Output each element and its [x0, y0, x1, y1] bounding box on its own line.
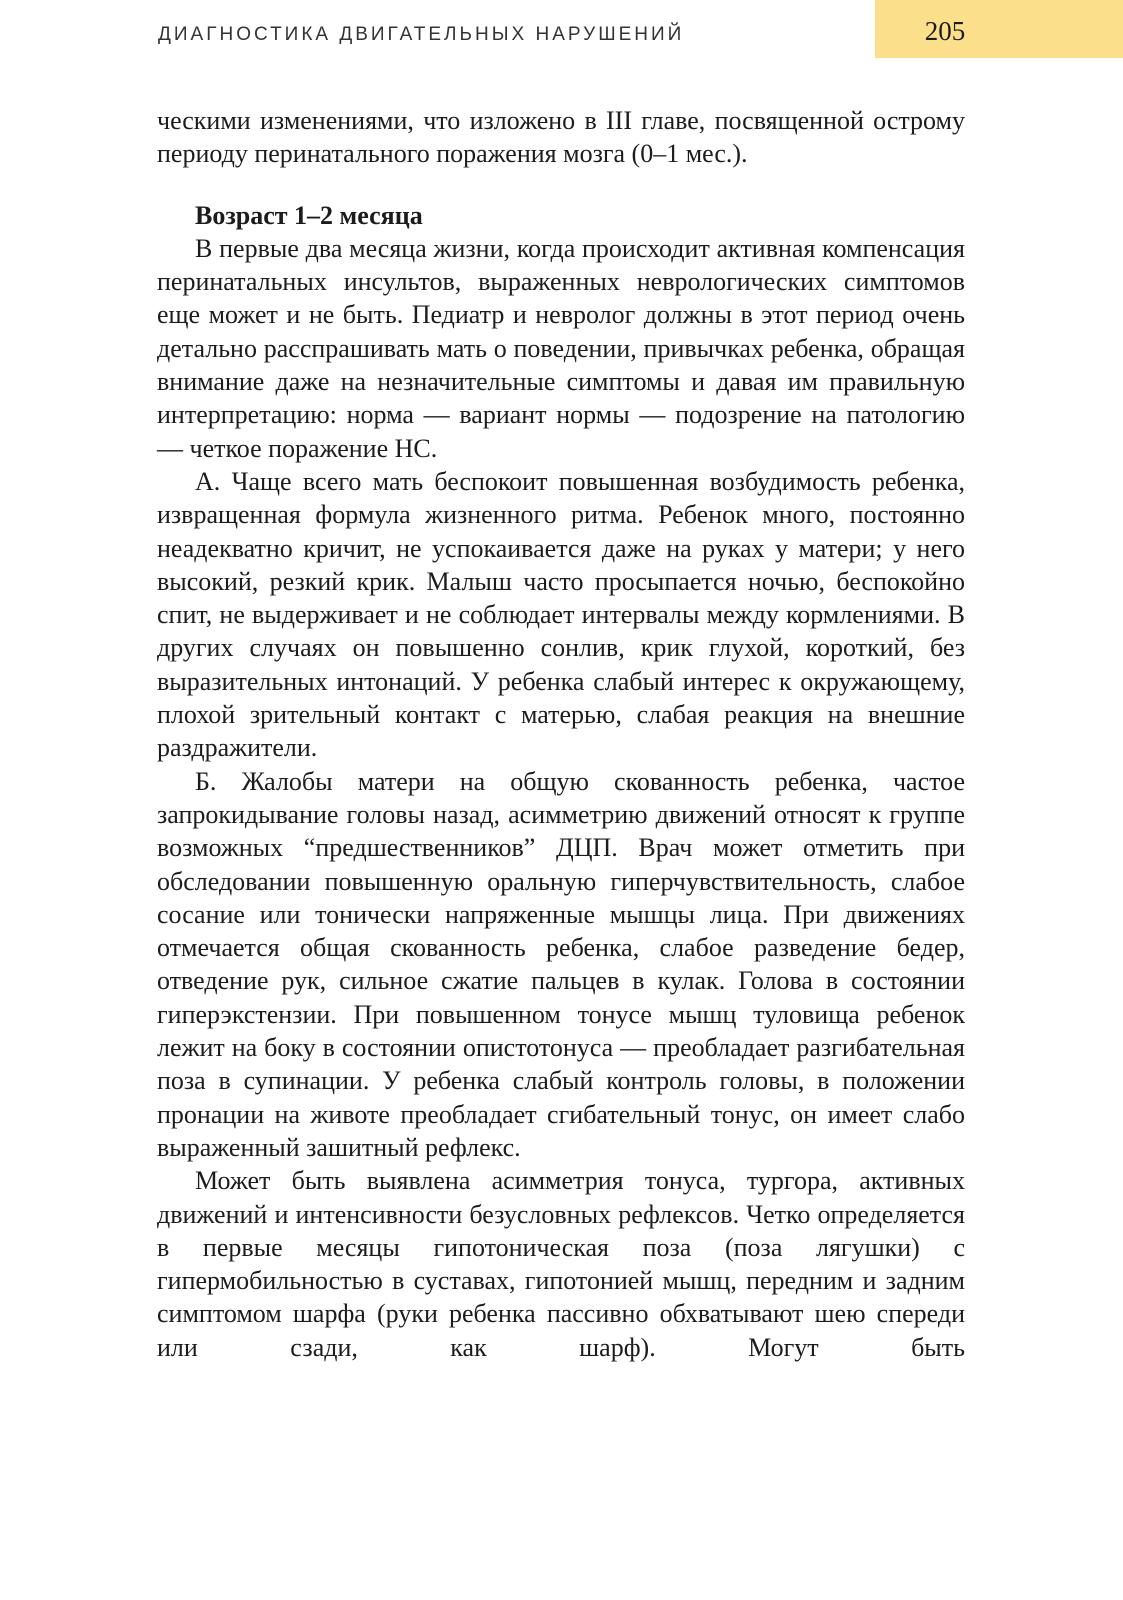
running-head: ДИАГНОСТИКА ДВИГАТЕЛЬНЫХ НАРУШЕНИЙ [158, 24, 685, 45]
paragraph-continuation: ческими изменениями, что изложено в III главе, посвященной острому периоду перинатального поражения мозга (0–1 мес.). [157, 106, 965, 169]
paragraph-a: А. Чаще всего мать беспокоит повышенная возбудимость ребенка, извращенная формула жизненного ритма. Ребенок много, постоянно неадекватно кричит, не успокаивается даже на руках у матери; у него высокий, резкий крик. Малыш часто просыпается ночью, беспокойно спит, не выдерживает и не соблюдает интервалы между кормлениями. В других случаях он повышенно сонлив, крик глухой, короткий, без выразительных интонаций. У ребенка слабый интерес к окружающему, плохой зрительный контакт с матерью, слабая реакция на внешние раздражители. [157, 466, 965, 763]
page-number: 205 [924, 16, 966, 46]
paragraph-asymmetry: Может быть выявлена асимметрия тонуса, тургора, активных движений и интенсивности безусловных рефлексов. Четко определяется в первые месяцы гипотоническая поза (поза лягушки) с гипермобильностью в суставах, гипотонией мышц, передним и задним симптомом шарфа (руки ребенка пассивно обхватывают шею спереди или сзади, как шарф). Могут быть [157, 1166, 965, 1362]
paragraph-b: Б. Жалобы матери на общую скованность ребенка, частое запрокидывание головы назад, асимметрию движений относят к группе возможных “предшественников” ДЦП. Врач может отметить при обследовании повышенную оральную гиперчувствительность, слабое сосание или тонически напряженные мышцы лица. При движениях отмечается общая скованность ребенка, слабое разведение бедер, отведение рук, сильное сжатие пальцев в кулак. Голова в состоянии гиперэкстензии. При повышенном тонусе мышц туловища ребенок лежит на боку в состоянии опистотонуса — преобладает разгибательная поза в супинации. У ребенка слабый контроль головы, в положении пронации на животе преобладает сгибательный тонус, он имеет слабо выраженный зашитный рефлекс. [157, 766, 965, 1162]
page-body [157, 104, 965, 1364]
page-number-tab [875, 0, 1123, 58]
paragraph-intro: В первые два месяца жизни, когда происходит активная компенсация перинатальных инсультов, выраженных неврологических симптомов еще может и не быть. Педиатр и невролог должны в этот период очень детально расспрашивать мать о поведении, привычках ребенка, обращая внимание даже на незначительные симптомы и давая им правильную интерпретацию: норма — вариант нормы — подозрение на патологию — четкое поражение НС. [157, 233, 965, 463]
section-heading: Возраст 1–2 месяца [195, 200, 423, 230]
section-gap [157, 171, 965, 199]
